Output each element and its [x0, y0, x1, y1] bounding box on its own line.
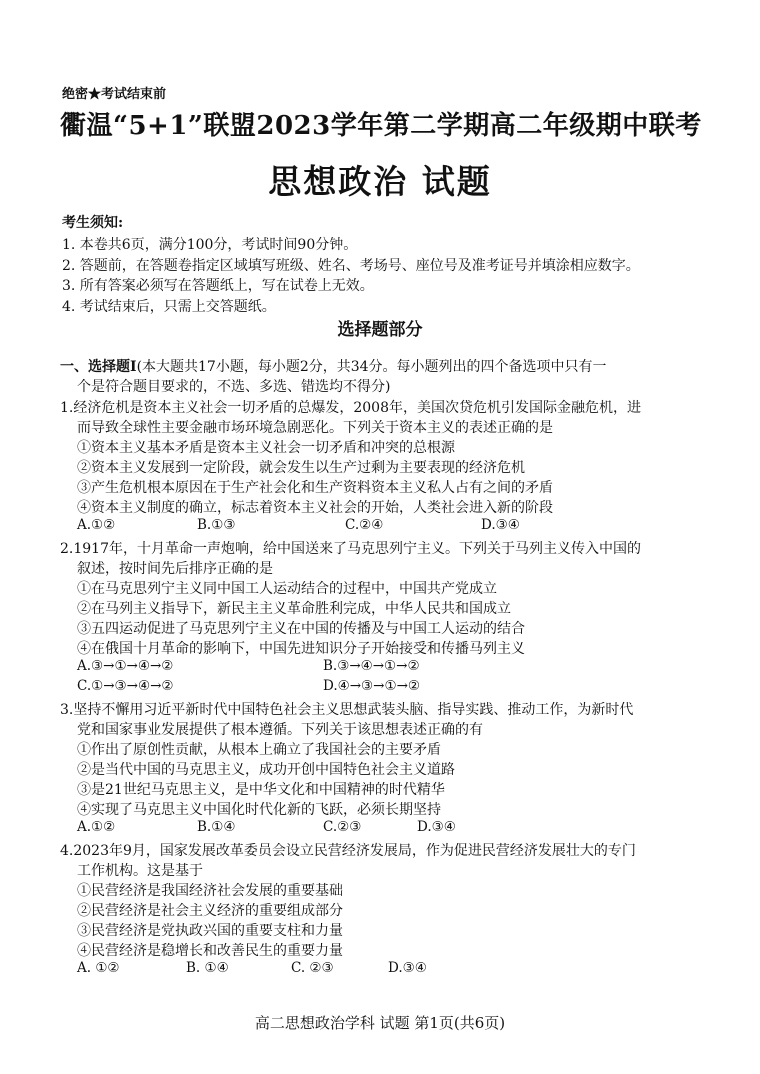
notice-item: 3. 所有答案必须写在答题纸上，写在试卷上无效。 [62, 278, 374, 294]
question-3-stem: 党和国家事业发展提供了根本遵循。下列关于该思想表述正确的有 [77, 722, 483, 738]
question-3-option-d[interactable]: D.③④ [417, 819, 456, 835]
question-3-statement: ③是21世纪马克思主义，是中华文化和中国精神的时代精华 [77, 782, 445, 798]
question-1-option-d[interactable]: D.③④ [481, 517, 520, 533]
question-4-option-d[interactable]: D.③④ [388, 960, 427, 976]
question-2-option-a[interactable]: A.③→①→④→② [77, 658, 174, 674]
question-2-option-b[interactable]: B.③→④→①→② [323, 658, 420, 674]
question-4-option-c[interactable]: C. ②③ [291, 960, 334, 976]
question-3-statement: ①作出了原创性贡献，从根本上确立了我国社会的主要矛盾 [77, 742, 441, 758]
question-1-option-a[interactable]: A.①② [77, 517, 116, 533]
question-2-statement: ③五四运动促进了马克思列宁主义在中国的传播及与中国工人运动的结合 [77, 621, 525, 637]
part-intro [60, 356, 607, 376]
question-2-option-d[interactable]: D.④→③→①→② [323, 678, 420, 694]
section-title: 选择题部分 [337, 320, 423, 340]
exam-title: 衢温“5+1”联盟2023学年第二学期高二年级期中联考 [60, 111, 702, 141]
question-2-stem: 2.1917年，十月革命一声炮响，给中国送来了马克思列宁主义。下列关于马列主义传入中国的 [60, 541, 641, 557]
notice-item: 2. 答题前，在答题卷指定区域填写班级、姓名、考场号、座位号及准考证号并填涂相应数字。 [62, 258, 640, 274]
question-1-option-c[interactable]: C.②④ [345, 517, 384, 533]
question-3-option-b[interactable]: B.①④ [197, 819, 236, 835]
question-1-statement: ②资本主义发展到一定阶段，就会发生以生产过剩为主要表现的经济危机 [77, 460, 525, 476]
question-4-stem: 4.2023年9月，国家发展改革委员会设立民营经济发展局，作为促进民营经济发展壮大的专门 [60, 843, 636, 859]
question-2-statement: ④在俄国十月革命的影响下，中国先进知识分子开始接受和传播马列主义 [77, 641, 525, 657]
question-4-option-b[interactable]: B. ①④ [186, 960, 229, 976]
question-4-statement: ④民营经济是稳增长和改善民生的重要力量 [77, 943, 343, 959]
page-footer: 高二思想政治学科 试题 第1页(共6页) [254, 1014, 506, 1032]
question-2-stem: 叙述，按时间先后排序正确的是 [77, 561, 273, 577]
notice-item: 1. 本卷共6页，满分100分，考试时间90分钟。 [62, 237, 358, 253]
question-4-statement: ①民营经济是我国经济社会发展的重要基础 [77, 883, 343, 899]
question-1-statement: ③产生危机根本原因在于生产社会化和生产资料资本主义私人占有之间的矛盾 [77, 480, 553, 496]
question-1-stem: 1.经济危机是资本主义社会一切矛盾的总爆发，2008年，美国次贷危机引发国际金融危机，进 [60, 400, 641, 416]
question-3-option-c[interactable]: C.②③ [323, 819, 362, 835]
question-3-option-a[interactable]: A.①② [77, 819, 116, 835]
question-1-stem: 而导致全球性主要金融市场环境急剧恶化。下列关于资本主义的表述正确的是 [77, 420, 553, 436]
question-2-option-c[interactable]: C.①→③→④→② [77, 678, 174, 694]
question-4-statement: ②民营经济是社会主义经济的重要组成部分 [77, 903, 343, 919]
question-2-statement: ②在马列主义指导下，新民主主义革命胜利完成，中华人民共和国成立 [77, 601, 511, 617]
part-intro-line2: 个是符合题目要求的，不选、多选、错选均不得分) [77, 379, 391, 395]
question-4-option-a[interactable]: A. ①② [77, 960, 120, 976]
question-3-stem: 3.坚持不懈用习近平新时代中国特色社会主义思想武装头脑、指导实践、推动工作，为新时代 [60, 702, 634, 718]
notice-heading: 考生须知: [62, 215, 124, 231]
question-4-stem: 工作机构。这是基于 [77, 863, 203, 879]
question-4-statement: ③民营经济是党执政兴国的重要支柱和力量 [77, 923, 343, 939]
question-1-statement: ①资本主义基本矛盾是资本主义社会一切矛盾和冲突的总根源 [77, 440, 455, 456]
question-3-statement: ④实现了马克思主义中国化时代化新的飞跃，必须长期坚持 [77, 802, 441, 818]
question-1-statement: ④资本主义制度的确立，标志着资本主义社会的开始，人类社会进入新的阶段 [77, 500, 553, 516]
question-3-statement: ②是当代中国的马克思主义，成功开创中国特色社会主义道路 [77, 762, 455, 778]
question-1-option-b[interactable]: B.①③ [197, 517, 236, 533]
confidential-label: 绝密★考试结束前 [62, 87, 167, 102]
part-intro-text: (本大题共17小题，每小题2分，共34分。每小题列出的四个备选项中只有一 [136, 359, 607, 375]
question-2-statement: ①在马克思列宁主义同中国工人运动结合的过程中，中国共产党成立 [77, 581, 497, 597]
part-label: 一、选择题Ⅰ [60, 359, 137, 375]
notice-item: 4. 考试结束后，只需上交答题纸。 [62, 299, 276, 315]
subject-title: 思想政治 试题 [268, 162, 492, 201]
